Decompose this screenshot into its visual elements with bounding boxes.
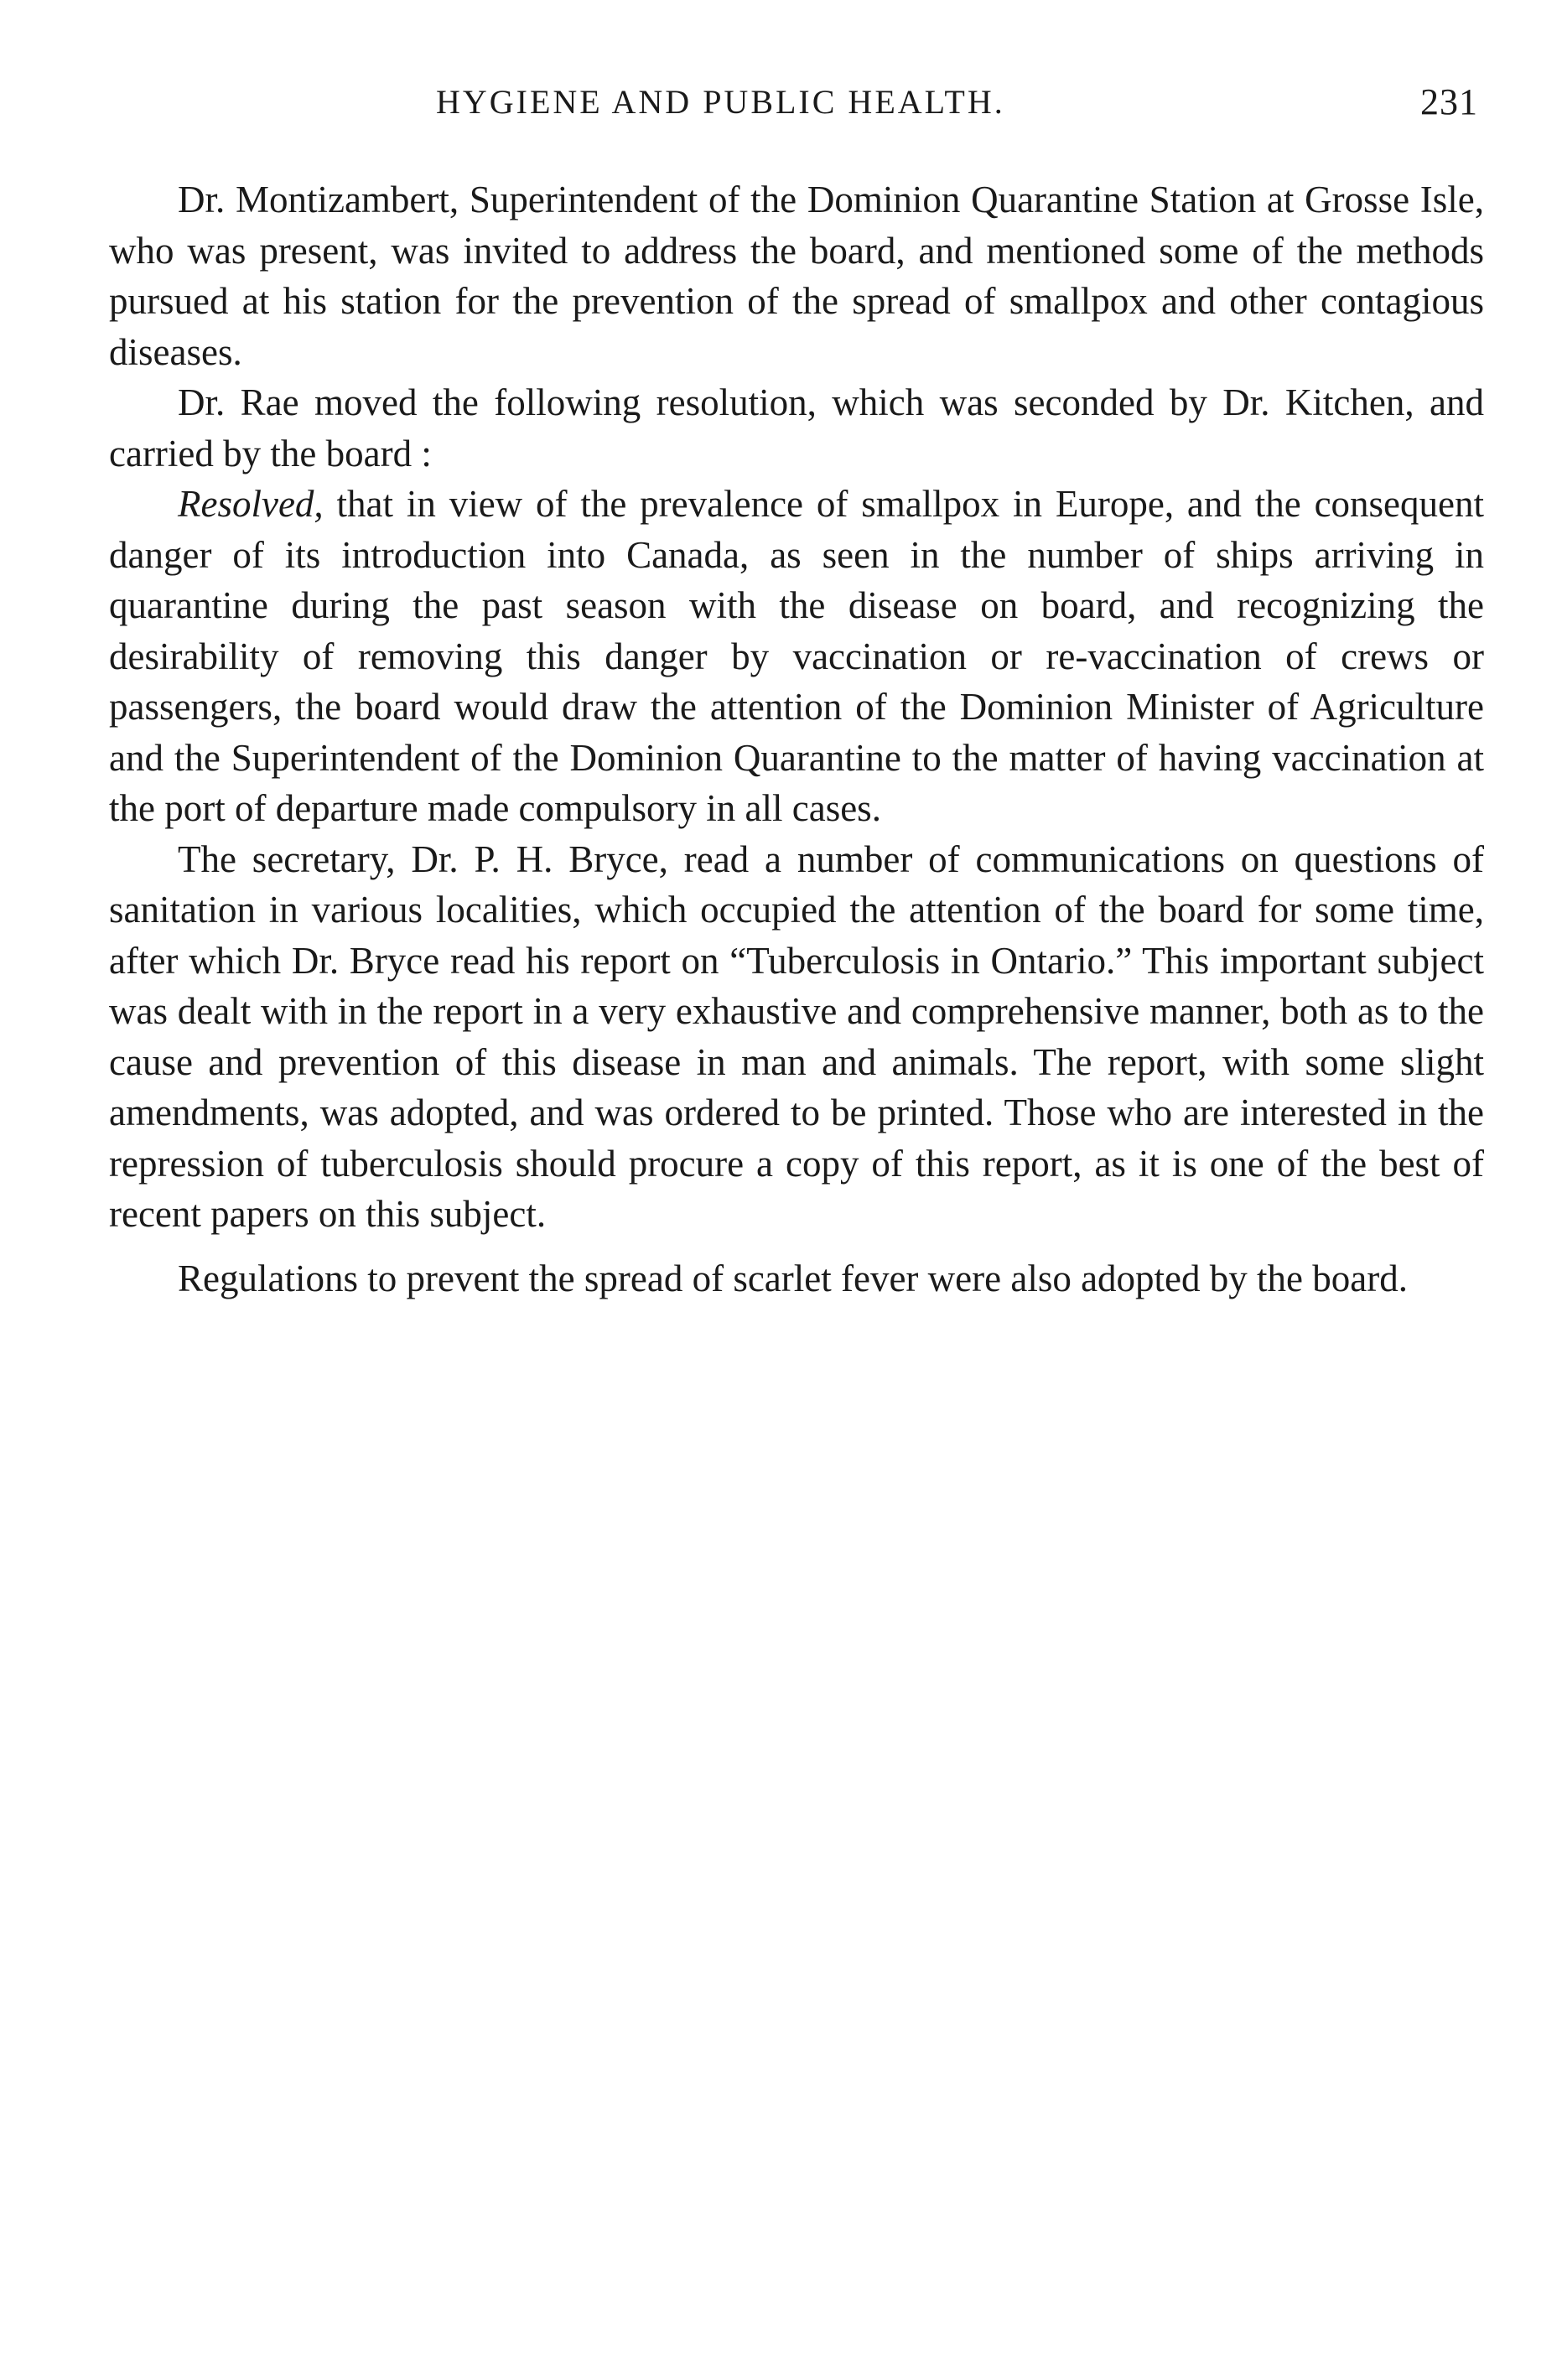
body-text [109,174,1484,1304]
paragraph-bryce-report: The secretary, Dr. P. H. Bryce, read a number of communications on questions of sanitation in various localities, which occupied the attention of the board for some time, after which Dr. Bryce read his report on “Tuberculosis in Ontario.” This important subject was dealt with in the report in a very exhaustive and comprehensive manner, both as to the cause and prevention of this disease in man and animals. The report, with some slight amendments, was adopted, and was ordered to be printed. Those who are interested in the repression of tuberculosis should procure a copy of this report, as it is one of the best of recent papers on this subject. [109,837,1484,1235]
paragraph-resolution [109,479,1484,834]
paragraph-scarlet-fever: Regulations to prevent the spread of scarlet fever were also adopted by the board. [178,1257,1408,1299]
resolution-text: that in view of the prevalence of smallpox in Europe, and the consequent danger of its introduction into Canada, as seen in the number of ships arriving in quarantine during the past season with the disease on board, and recognizing the desirability of removing this danger by vaccination or re-vaccination of crews or passengers, the board would draw the attention of the Dominion Minister of Agriculture and the Superintendent of the Dominion Quarantine to the matter of having vaccination at the port of departure made compulsory in all cases. [109,483,1484,829]
resolved-word: Resolved, [178,483,324,525]
page-number: 231 [1420,81,1478,122]
running-title: HYGIENE AND PUBLIC HEALTH. [436,83,1005,121]
paragraph-rae-motion: Dr. Rae moved the following resolution, which was seconded by Dr. Kitchen, and carried by the board : [109,381,1484,474]
running-head [109,77,1478,127]
paragraph-montizambert: Dr. Montizambert, Superintendent of the Dominion Quarantine Station at Grosse Isle, who was present, was invited to address the board, and mentioned some of the methods pursued at his station for the prevention of the spread of smallpox and other contagious diseases. [109,179,1484,373]
